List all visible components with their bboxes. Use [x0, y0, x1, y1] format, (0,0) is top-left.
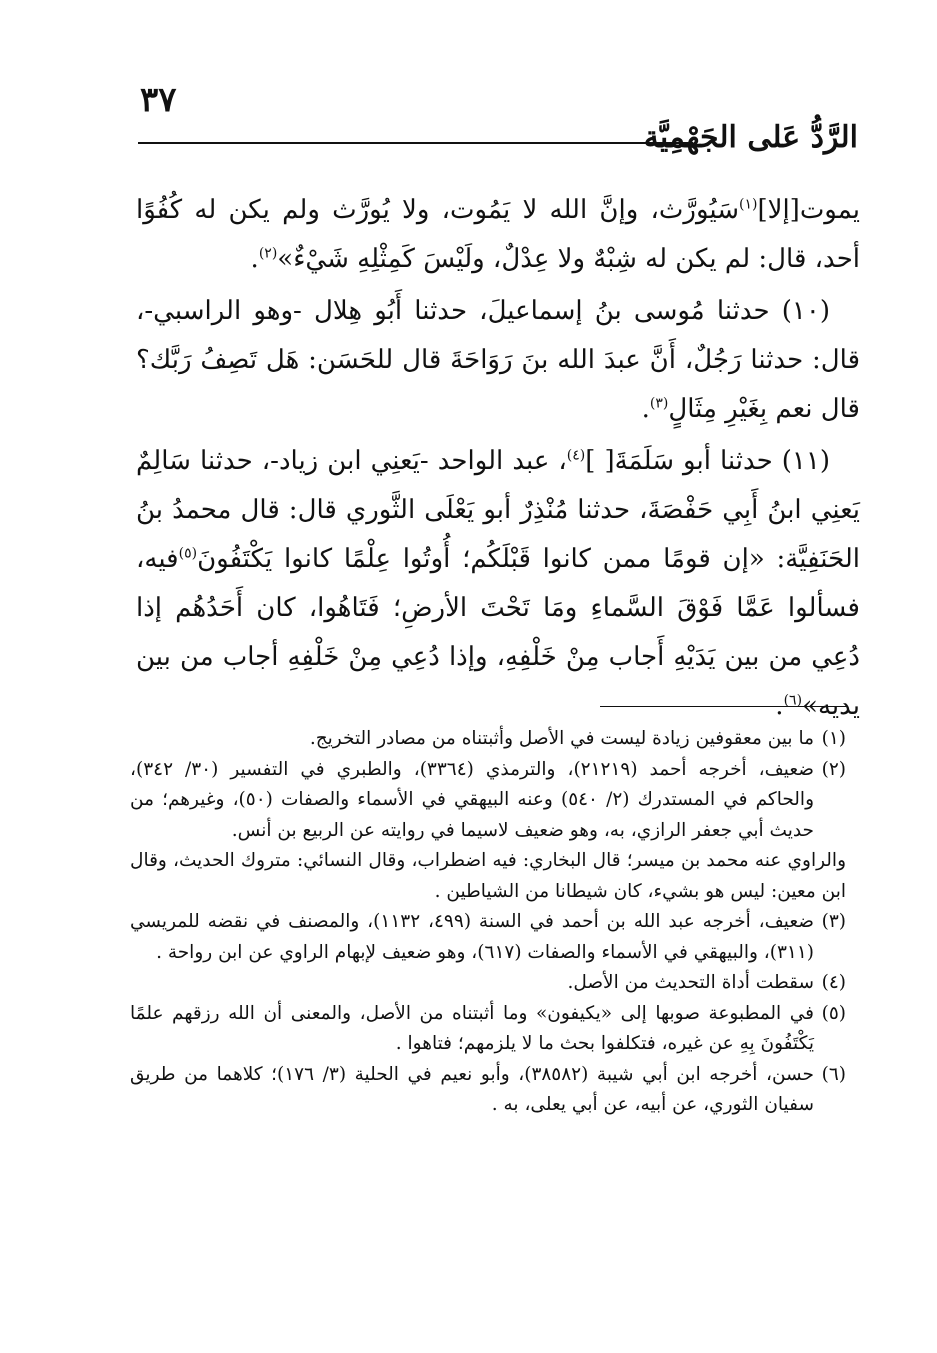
- footnote-number: (٥): [821, 1002, 846, 1024]
- main-paragraph: [136, 437, 860, 731]
- paragraph-text: يموت[إلا]: [757, 195, 860, 225]
- main-paragraph: [136, 186, 860, 284]
- footnote-text: ضعيف، أخرجه عبد الله بن أحمد في السنة (٤٩٩، ١١٣٢)، والمصنف في نقضه للمريسي (٣١١)، والبيهقي في الأسماء والصفات (٦١٧)، وهو ضعيف لإبهام الراوي عن ابن رواحة .: [130, 911, 814, 963]
- footnote-number: (٦): [821, 1063, 846, 1085]
- footnote-reference: (١): [739, 196, 758, 213]
- paragraph-text: (١١) حدثنا أبو سَلَمَةَ[ ]: [585, 446, 831, 476]
- footnote-reference: (٢): [258, 245, 278, 262]
- footnote-text: ضعيف، أخرجه أحمد (٢١٢١٩)، والترمذي (٣٣٦٤)، والطبري في التفسير (٣٠/ ٣٤٢)، والحاكم في المستدرك (٢/ ٥٤٠) وعنه البيهقي في الأسماء والصفات (٥٠)، وغيرهم؛ من حديث أبي جعفر الرازي، به، وهو ضعيف لاسيما في روايته عن الربيع بن أنس.: [130, 758, 814, 841]
- footnote-divider: [600, 706, 848, 707]
- footnote-text: حسن، أخرجه ابن أبي شيبة (٣٨٥٨٢)، وأبو نعيم في الحلية (٣/ ١٧٦)؛ كلاهما من طريق سفيان الثوري، عن أبيه، عن أبي يعلى، به .: [130, 1063, 814, 1115]
- footnote-number: (٣): [821, 911, 846, 932]
- page-number: ٣٧: [140, 80, 177, 120]
- footnote-reference: (٦): [783, 692, 803, 709]
- footnotes-section: [130, 724, 846, 1121]
- footnote-text: ما بين معقوفين زيادة ليست في الأصل وأثبتناه من مصادر التخريج.: [309, 728, 814, 749]
- footnote-text: في المطبوعة صوبها إلى «يكيفون» وما أثبتناه من الأصل، والمعنى أن الله رزقهم علمًا يَكْتَفُونَ بِهِ عن غيره، فتكلفوا بحث ما لا يلزمهم؛ فتاهوا .: [130, 1002, 814, 1054]
- paragraph-text: فيه، فسألوا عَمَّا فَوْقَ السَّماءِ ومَا تَحْتَ الأرضِ؛ فَتَاهُوا، كان أَحَدُهُم إذا دُعِي من بين يَدَيْهِ أَجاب مِنْ خَلْفِهِ، وإذا دُعِي مِنْ خَلْفِهِ أجاب من بين يديه»: [136, 544, 860, 721]
- footnote-reference: (٣): [649, 395, 669, 412]
- footnote-item: [130, 999, 846, 1060]
- footnote-reference: (٤): [566, 447, 586, 464]
- paragraph-text: .: [250, 244, 259, 274]
- footnote-reference: (٥): [178, 545, 198, 562]
- footnote-item: [130, 724, 846, 755]
- footnote-item: [130, 907, 846, 968]
- footnote-item: [130, 968, 846, 999]
- running-title: الرَّدُّ عَلى الجَهْمِيَّة: [643, 120, 858, 155]
- paragraph-text: .: [775, 691, 784, 721]
- paragraph-text: .: [641, 394, 650, 424]
- footnote-number: (٤): [821, 972, 846, 993]
- footnote-item: [130, 755, 846, 847]
- header-divider: [138, 142, 693, 144]
- footnote-continuation: والراوي عنه محمد بن ميسر؛ قال البخاري: فيه اضطراب، وقال النسائي: متروك الحديث، وقال ابن معين: ليس هو بشيء، كان شيطانا من الشياطين .: [130, 850, 846, 902]
- footnote-number: (١): [821, 728, 846, 749]
- footnote-number: (٢): [821, 758, 846, 780]
- footnote-text: سقطت أداة التحديث من الأصل.: [567, 972, 814, 993]
- main-paragraph: [136, 287, 860, 434]
- footnote-item: [130, 1060, 846, 1121]
- main-text-body: [136, 186, 860, 734]
- paragraph-text: ، عبد الواحد -يَعنِي ابن زياد-، حدثنا سَالِمٌ يَعنِي ابنُ أَبِي حَفْصَةَ، حدثنا مُنْذِرٌ أبو يَعْلَى الثَّوري قال: قال محمدُ بنُ الحَنَفِيَّة: «إن قومًا ممن كانوا قَبْلَكُم؛ أُوتُوا عِلْمًا كانوا يَكْتَفُونَ: [136, 446, 860, 574]
- paragraph-text: (١٠) حدثنا مُوسى بنُ إسماعيلَ، حدثنا أَبُو هِلال -وهو الراسبي-، قال: حدثنا رَجُلٌ، أَنَّ عبدَ الله بنَ رَوَاحَةَ قال للحَسَن: هَل تَصِفُ رَبَّك؟ قال نعم بِغَيْرِ مِثَالٍ: [136, 296, 860, 424]
- running-header: [138, 120, 858, 160]
- paragraph-text: سَيُورَّث، وإنَّ الله لا يَمُوت، ولا يُورَّث ولم يكن له كُفُوًا أحد، قال: لم يكن له شِبْهٌ ولا عِدْلٌ، ولَيْسَ كَمِثْلِهِ شَيْءٌ»: [136, 195, 860, 274]
